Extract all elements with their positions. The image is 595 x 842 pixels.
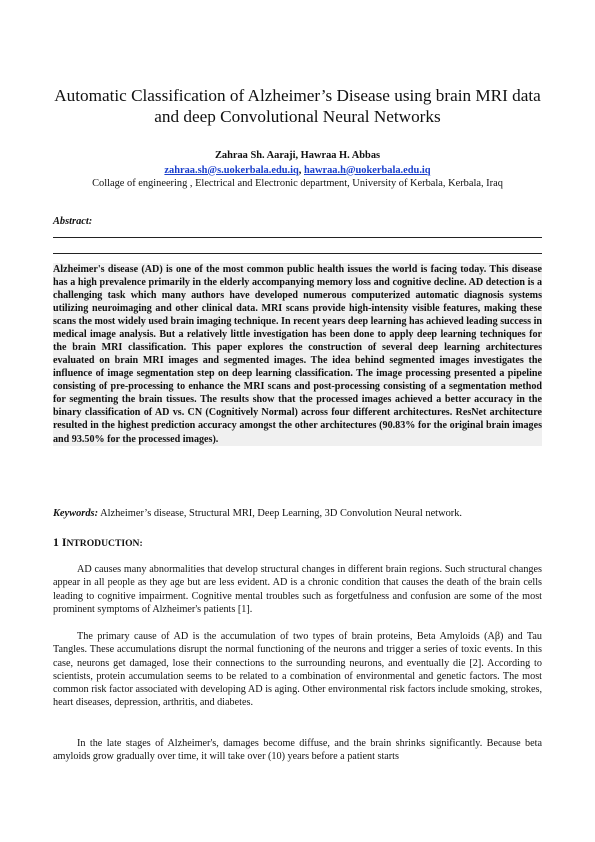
- email-link-1[interactable]: zahraa.sh@s.uokerbala.edu.iq: [164, 164, 299, 176]
- section-title-rest: NTRODUCTION:: [66, 538, 143, 549]
- email-link-2[interactable]: hawraa.h@uokerbala.edu.iq: [304, 164, 431, 176]
- keywords-label: Keywords: [53, 508, 95, 519]
- author-emails: [40, 165, 555, 176]
- affiliation: Collage of engineering , Electrical and Electronic department, University of Kerbala, Kerbala, Iraq: [92, 178, 503, 189]
- keywords-line: [53, 508, 542, 519]
- abstract-second-rule: [53, 253, 542, 254]
- abstract-heading: [53, 216, 92, 227]
- abstract-label: Abstract: [53, 216, 89, 227]
- body-paragraph-1: AD causes many abnormalities that develop structural changes in different brain regions. Such structural changes appear in all people as they age but are less evident. AD is a chronic condition that causes the death of the brain cells leading to cognitive impairment. Cognitive mental troubles such as forgetfulness and confusion are some of the most prominent symptoms of Alzheimer's patients [1].: [53, 564, 542, 615]
- section-heading-introduction: [53, 535, 143, 550]
- paper-title: Automatic Classification of Alzheimer’s Disease using brain MRI data and deep Convolutional Neural Networks: [54, 86, 541, 126]
- section-number: 1: [53, 535, 59, 549]
- keywords-label-colon: :: [94, 508, 99, 519]
- author-names: Zahraa Sh. Aaraji, Hawraa H. Abbas: [214, 150, 381, 161]
- abstract-top-rule: [53, 237, 542, 238]
- section-title-initial: I: [61, 535, 67, 549]
- body-paragraph-3: In the late stages of Alzheimer's, damages become diffuse, and the brain shrinks significantly. Because beta amyloids grow gradually over time, it will take over (10) years before a patient starts: [53, 737, 542, 762]
- keywords-text: Alzheimer’s disease, Structural MRI, Deep Learning, 3D Convolution Neural network.: [98, 508, 463, 519]
- abstract-label-colon: :: [88, 216, 93, 227]
- body-paragraph-2: The primary cause of AD is the accumulation of two types of brain proteins, Beta Amyloids (Aβ) and Tau Tangles. These accumulations disrupt the normal functioning of the neurons and trigger a series of toxic events. In this case, neurons get damaged, lose their connections to the surrounding neurons, and eventually die [2]. According to scientists, protein accumulation seems to be related to a combination of environmental and genetic factors. The most common risk factor associated with developing AD is aging. Other environmental risk factors include smoking, strokes, heart diseases, depression, arthritis, and diabetes.: [53, 631, 542, 709]
- email-separator: ,: [298, 164, 304, 176]
- abstract-text: Alzheimer's disease (AD) is one of the most common public health issues the world is facing today. This disease has a high prevalence primarily in the elderly accompanying memory loss and cognitive decline. AD detection is a challenging task which many authors have developed numerous computerized automatic diagnosis systems utilizing neuroimaging and other clinical data. MRI scans provide high-intensity visible features, making these scans the most widely used brain imaging technique. In recent years deep learning has achieved leading success in medical image analysis. But a relatively little investigation has been done to apply deep learning techniques for the brain MRI classification. This paper explores the construction of several deep learning architectures evaluated on brain MRI images and segmented images. The idea behind segmented images investigates the influence of image segmentation step on deep learning classification. The image processing presented a pipeline consisting of pre-processing to enhance the MRI scans and post-processing consisting of a segmentation method for segmenting the brain tissues. The results show that the processed images achieved a better accuracy in the binary classification of AD vs. CN (Cognitively Normal) across four different architectures. ResNet architecture resulted in the highest prediction accuracy amongst the other architectures (90.83% for the original brain images and 93.50% for the processed images).: [53, 263, 542, 445]
